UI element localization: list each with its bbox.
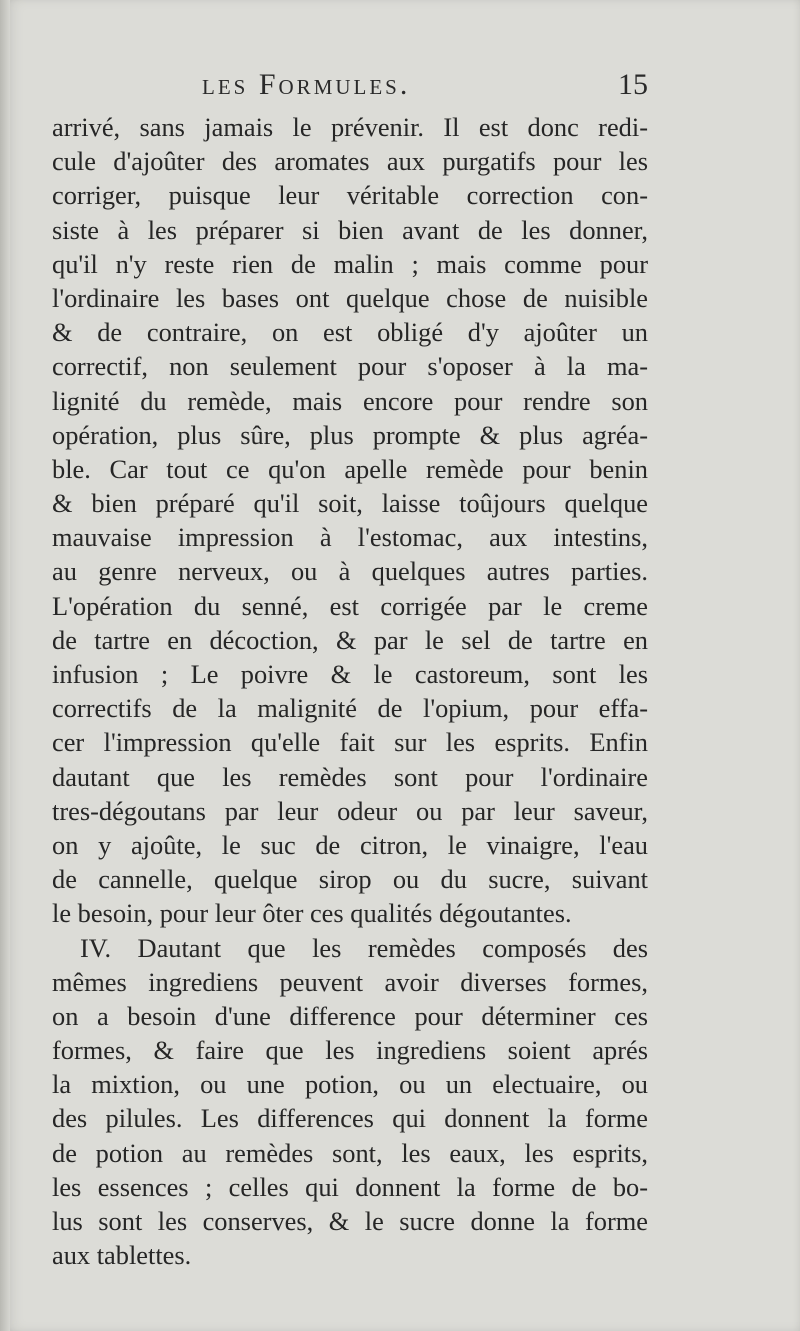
text-line: infusion ; Le poivre & le castoreum, sont les — [52, 659, 648, 689]
text-line: la mixtion, ou une potion, ou un electuaire, ou — [52, 1069, 648, 1100]
text-line: dautant que les remèdes sont pour l'ordinaire — [52, 761, 648, 792]
text-line: IV. Dautant que les remèdes composés des — [80, 932, 648, 963]
page-header — [52, 66, 648, 110]
body-text — [52, 110, 648, 1272]
text-line: opération, plus sûre, plus prompte & plus agréa- — [52, 419, 648, 450]
text-line: arrivé, sans jamais le prévenir. Il est donc redi- — [52, 112, 648, 142]
text-line: tres-dégoutans par leur odeur ou par leur saveur, — [52, 795, 648, 826]
text-line: on a besoin d'une difference pour déterminer ces — [52, 1000, 648, 1031]
text-line: formes, & faire que les ingrediens soient aprés — [52, 1035, 648, 1066]
text-line: & bien préparé qu'il soit, laisse toûjours quelque — [52, 488, 648, 519]
text-line: qu'il n'y reste rien de malin ; mais comme pour — [52, 248, 648, 279]
text-line: aux tablettes. — [52, 1240, 192, 1271]
running-title: les Formules. — [202, 68, 411, 101]
text-line: mauvaise impression à l'estomac, aux intestins, — [52, 522, 648, 553]
text-line: de tartre en décoction, & par le sel de tartre en — [52, 624, 648, 655]
text-line: ble. Car tout ce qu'on apelle remède pour benin — [52, 453, 648, 484]
text-line: le besoin, pour leur ôter ces qualités dégoutantes. — [52, 898, 572, 929]
text-line: cule d'ajoûter des aromates aux purgatifs pour les — [52, 146, 648, 177]
text-line: siste à les préparer si bien avant de les donner, — [52, 214, 648, 245]
text-line: de cannelle, quelque sirop ou du sucre, suivant — [52, 864, 648, 895]
text-line: au genre nerveux, ou à quelques autres parties. — [52, 556, 648, 587]
text-line: on y ajoûte, le suc de citron, le vinaigre, l'eau — [52, 829, 648, 860]
text-line: correctifs de la malignité de l'opium, pour effa- — [52, 693, 648, 724]
text-line: L'opération du senné, est corrigée par le creme — [52, 590, 648, 621]
text-line: correctif, non seulement pour s'oposer à la ma- — [52, 351, 648, 382]
text-line: lus sont les conserves, & le sucre donne la forme — [52, 1206, 648, 1236]
text-line: & de contraire, on est obligé d'y ajoûter un — [52, 317, 648, 348]
text-line: lignité du remède, mais encore pour rendre son — [52, 385, 648, 416]
text-line: les essences ; celles qui donnent la forme de bo- — [52, 1171, 648, 1202]
text-line: des pilules. Les differences qui donnent la forme — [52, 1103, 648, 1134]
text-line: l'ordinaire les bases ont quelque chose de nuisible — [52, 282, 648, 313]
text-line: corriger, puisque leur véritable correction con- — [52, 180, 648, 211]
text-line: cer l'impression qu'elle fait sur les esprits. Enfin — [52, 727, 648, 758]
text-line: mêmes ingrediens peuvent avoir diverses formes, — [52, 966, 648, 997]
page-binding-shadow — [0, 0, 10, 1331]
text-line: de potion au remèdes sont, les eaux, les esprits, — [52, 1137, 648, 1168]
page-number: 15 — [618, 68, 648, 101]
